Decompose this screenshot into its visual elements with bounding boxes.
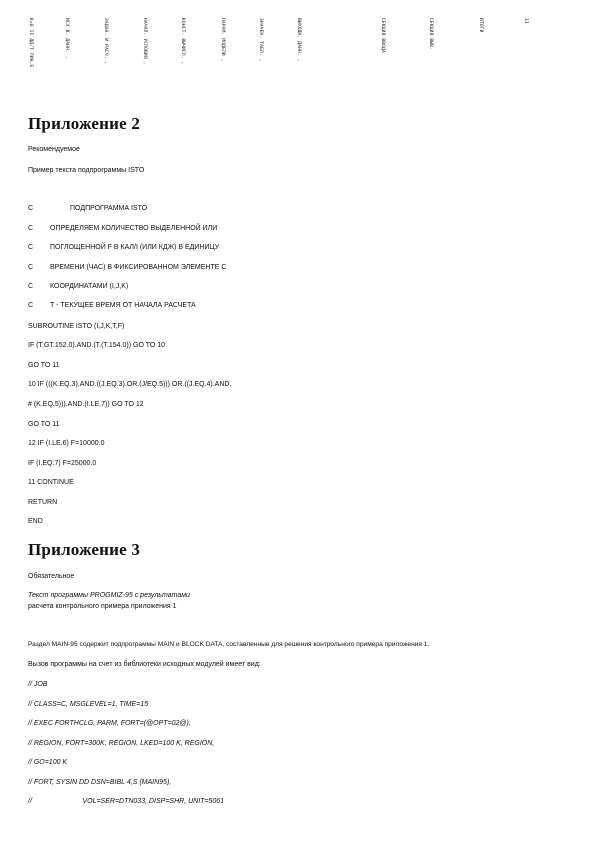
code-line: 11 CONTINUE (28, 479, 74, 486)
comment-marker: C (28, 264, 34, 271)
code-line: IF (T.GT.152.0).AND.(T.(T.154.0)) GO TO 10 (28, 342, 166, 349)
column-header: НАЧАЛ. УСЛОВИЯ , (142, 18, 147, 65)
appendix-2-title: Приложение 2 (28, 114, 141, 133)
code-line: 10 IF (((K.EQ.3).AND.((J.EQ.3).OR.(J/EQ.5))).OR.((J.EQ.4).AND. (28, 381, 232, 388)
column-header: К=0 II ДД/Т ЛИН,Е (28, 18, 33, 68)
column-header: ИСХ В. ДАНН. , (64, 18, 69, 59)
comment-text: КООРДИНАТАМИ (I,J,K) (50, 283, 129, 290)
column-header: ПАРАМ. МОДЕЛИ , (220, 18, 225, 62)
column-header: ИТОГИ (478, 18, 483, 33)
comment-marker: C (28, 244, 34, 251)
comment-marker: C (28, 302, 34, 309)
code-line: 12 IF (I.LE.6) F=10000.0 (28, 440, 105, 447)
code-line: SUBROUTINE ISTO (I,J,K,T,F) (28, 323, 125, 330)
appendix-3-subtitle-1: Текст программы PROGMIZ-95 с результатами (28, 592, 190, 599)
comment-text: T - ТЕКУЩЕЕ ВРЕМЯ ОТ НАЧАЛА РАСЧЕТА (50, 302, 196, 309)
code-line: RETURN (28, 499, 58, 506)
comment-text: ВРЕМЕНИ (ЧАС) В ФИКСИРОВАННОМ ЭЛЕМЕНТЕ С (50, 264, 227, 271)
comment-marker: C (28, 283, 34, 290)
comment-marker: C (28, 225, 34, 232)
comment-text: ПОДПРОГРАММА ISTO (70, 205, 148, 212)
column-header: ЗНАЧЕН. ТАБЛ. , (258, 18, 263, 62)
table-header-strip (28, 18, 548, 86)
code-line: # (K.EQ.5))).AND.(I.LE.7)) GO TO 12 (28, 401, 144, 408)
comment-text: ОПРЕДЕЛЯЕМ КОЛИЧЕСТВО ВЫДЕЛЕННОЙ ИЛИ (50, 225, 218, 232)
jcl-line: // GO=100 K (28, 759, 68, 766)
jcl-line: // FORT, SYSIN DD DSN=BIBL 4,S (MAIN95), (28, 779, 172, 786)
jcl-line: // REGION, FORT=300K, REGION, LKED=100 K, REGION, (28, 740, 215, 747)
appendix-3-title: Приложение 3 (28, 540, 141, 559)
column-header: СЕКЦИЯ ВВОДА (380, 18, 385, 53)
code-line: IF (I.EQ.7) F=25000.0 (28, 460, 97, 467)
code-line: GO TO 11 (28, 362, 60, 369)
jcl-line: // VOL=SER=DTN033, DISP=SHR, UNIT=5061 (28, 798, 225, 805)
code-line: END (28, 518, 43, 525)
column-header: КОНСТ. ВЫЧИСЛ. , (180, 18, 185, 65)
appendix-3-status: Обязательное (28, 573, 75, 580)
jcl-line: // CLASS=C, MSGLEVEL=1, TIME=15 (28, 701, 149, 708)
jcl-line: // JOB (28, 681, 48, 688)
code-line: GO TO 11 (28, 421, 60, 428)
appendix-3-subtitle-2: расчета контрольного примера приложения 1 (28, 603, 177, 610)
appendix-2-subtitle: Пример текста подпрограммы ISTO (28, 167, 145, 174)
appendix-3-paragraph-1: Раздел MAIN-95 содержит подпрограммы MAIN и BLOCK DATA, составленные для решения контрольного примера приложения 1. (28, 641, 430, 648)
column-header: 11 (523, 18, 528, 24)
jcl-line: // EXEC FORTHCLG, PARM, FORT=(@OPT=02@), (28, 720, 191, 727)
comment-text: ПОГЛОЩЕННОЙ F В КАЛ/I (ИЛИ КДЖ) В ЕДИНИЦУ (50, 244, 220, 251)
column-header: ВЫХОДН. ДАНН. , (296, 18, 301, 62)
column-header: СЕКЦИЯ ВЫВ. (428, 18, 433, 51)
column-header: ЗАДАН. И РАСЧ. , (103, 18, 108, 65)
appendix-2-status: Рекомендуемое (28, 146, 80, 153)
appendix-3-paragraph-2: Вызов программы на счет из библиотеки исходных модулей имеет вид: (28, 661, 261, 668)
comment-marker: C (28, 205, 34, 212)
